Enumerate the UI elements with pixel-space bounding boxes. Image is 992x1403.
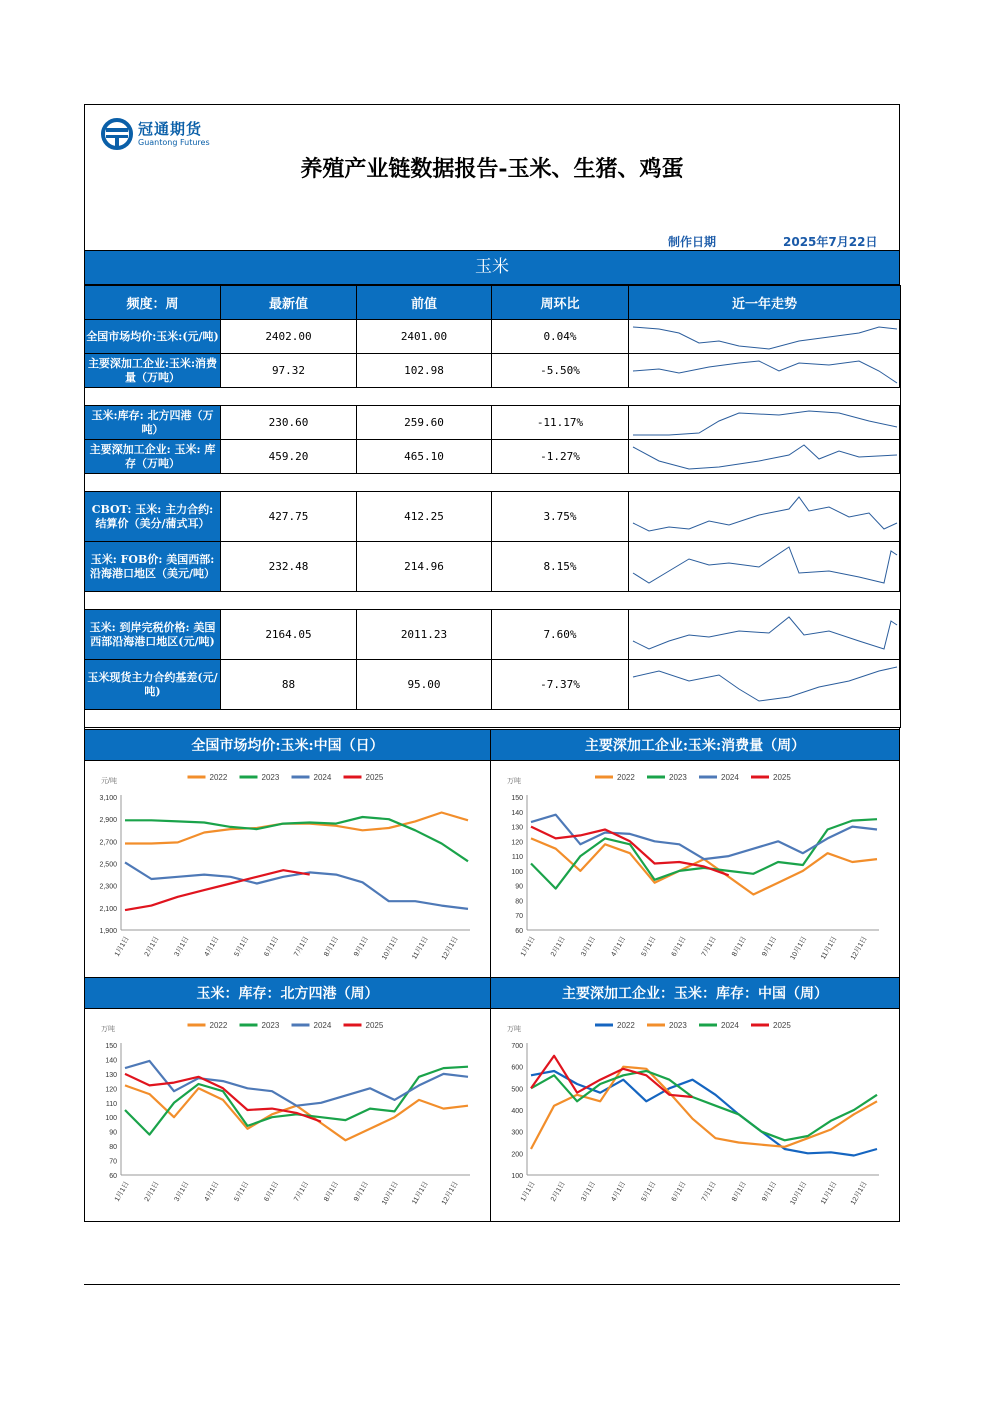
series-line-2022 (531, 1071, 877, 1156)
header-wow: 周环比 (492, 286, 629, 320)
line-chart (85, 1009, 490, 1221)
row-wow: 7.60% (492, 610, 629, 660)
legend-label: 2025 (365, 773, 384, 782)
x-tick-label: 9月1日 (761, 1180, 779, 1203)
logo-chinese-name: 冠通期货 (138, 120, 203, 138)
x-tick-label: 12月1日 (849, 935, 869, 962)
row-name: 全国市场均价:玉米:(元/吨) (85, 320, 221, 354)
x-tick-label: 6月1日 (670, 935, 688, 958)
y-tick-label: 60 (109, 1173, 117, 1180)
row-sparkline (629, 610, 901, 660)
row-name: 主要深加工企业: 玉米: 库存（万吨） (85, 440, 221, 474)
x-tick-label: 7月1日 (700, 935, 718, 958)
indicator-table (84, 285, 901, 728)
row-wow: 0.04% (492, 320, 629, 354)
sparkline (629, 441, 899, 473)
table-row (85, 610, 901, 660)
sparkline (629, 407, 899, 439)
series-line-2023 (125, 817, 468, 861)
row-prev: 465.10 (357, 440, 492, 474)
row-latest: 2402.00 (221, 320, 357, 354)
row-sparkline (629, 406, 901, 440)
chart-divider (490, 729, 491, 1222)
y-tick-label: 140 (105, 1057, 117, 1065)
y-tick-label: 110 (105, 1100, 117, 1108)
x-tick-label: 7月1日 (293, 1180, 311, 1203)
legend-label: 2022 (209, 773, 228, 782)
legend-label: 2025 (773, 773, 791, 782)
x-tick-label: 10月1日 (381, 935, 400, 962)
x-tick-label: 12月1日 (440, 1180, 460, 1207)
y-tick-label: 100 (511, 868, 523, 876)
x-tick-label: 12月1日 (849, 1180, 869, 1207)
row-prev: 412.25 (357, 492, 492, 542)
legend-label: 2023 (261, 773, 280, 782)
legend-label: 2024 (313, 773, 332, 782)
y-tick-label: 400 (511, 1108, 523, 1115)
x-tick-label: 6月1日 (670, 1180, 688, 1203)
row-wow: -5.50% (492, 354, 629, 388)
legend-item (344, 773, 384, 782)
legend-item (292, 1021, 332, 1030)
legend-item (595, 1021, 635, 1030)
table-row (85, 492, 901, 542)
row-name: 玉米: 到岸完税价格: 美国西部沿海港口地区(元/吨) (85, 610, 221, 660)
row-prev: 2401.00 (357, 320, 492, 354)
y-tick-label: 80 (515, 898, 523, 906)
row-name: 主要深加工企业:玉米:消费量（万吨） (85, 354, 221, 388)
legend-item (595, 773, 635, 782)
row-name: 玉米现货主力合约基差(元/吨) (85, 660, 221, 710)
legend-item (751, 1021, 791, 1030)
x-tick-label: 4月1日 (610, 935, 628, 958)
y-tick-label: 2,300 (99, 883, 117, 891)
y-tick-label: 70 (515, 913, 523, 921)
x-tick-label: 8月1日 (731, 1180, 749, 1203)
y-tick-label: 70 (109, 1158, 117, 1166)
x-tick-label: 3月1日 (580, 1180, 598, 1203)
x-tick-label: 3月1日 (580, 935, 598, 958)
row-latest: 97.32 (221, 354, 357, 388)
x-tick-label: 11月1日 (411, 935, 430, 961)
chart-panel (85, 761, 490, 976)
legend-label: 2025 (365, 1021, 384, 1030)
y-tick-label: 1,900 (99, 928, 117, 935)
row-sparkline (629, 354, 901, 388)
x-tick-label: 11月1日 (411, 1180, 430, 1206)
legend-label: 2023 (669, 1021, 687, 1030)
x-tick-label: 2月1日 (549, 935, 567, 958)
header-latest: 最新值 (221, 286, 357, 320)
line-chart (491, 1009, 899, 1221)
chart-title-processing-inventory: 主要深加工企业：玉米：库存：中国（周） (490, 977, 900, 1009)
x-tick-label: 5月1日 (233, 935, 251, 958)
date-value: 2025年7月22日 (783, 235, 878, 249)
sparkline (629, 321, 899, 353)
table-row (85, 542, 901, 592)
table-row (85, 406, 901, 440)
x-tick-label: 5月1日 (640, 1180, 658, 1203)
chart-title-national-price: 全国市场均价:玉米:中国（日） (84, 729, 491, 761)
row-prev: 2011.23 (357, 610, 492, 660)
row-sparkline (629, 320, 901, 354)
series-line-2024 (125, 1061, 468, 1106)
legend-item (647, 773, 687, 782)
sparkline (629, 355, 899, 387)
x-tick-label: 2月1日 (143, 1180, 161, 1203)
x-tick-label: 5月1日 (233, 1180, 251, 1203)
axis-unit: 万吨 (507, 1026, 521, 1033)
series-line-2024 (125, 862, 468, 909)
sparkline (629, 493, 899, 541)
y-tick-label: 300 (511, 1129, 523, 1137)
series-line-2023 (531, 1067, 877, 1149)
x-tick-label: 1月1日 (113, 1180, 131, 1203)
row-sparkline (629, 440, 901, 474)
legend-item (292, 773, 332, 782)
guantong-logo-icon (100, 118, 134, 150)
legend-item (188, 1021, 228, 1030)
row-latest: 232.48 (221, 542, 357, 592)
date-label: 制作日期 (668, 235, 717, 249)
chart-panel (491, 761, 899, 976)
y-tick-label: 2,100 (99, 905, 117, 913)
header-trend: 近一年走势 (629, 286, 901, 320)
x-tick-label: 2月1日 (143, 935, 161, 958)
series-line-2024 (531, 1071, 877, 1140)
x-tick-label: 3月1日 (173, 1180, 191, 1203)
row-latest: 88 (221, 660, 357, 710)
x-tick-label: 2月1日 (549, 1180, 567, 1203)
x-tick-label: 9月1日 (761, 935, 779, 958)
x-tick-label: 10月1日 (381, 1180, 400, 1207)
x-tick-label: 7月1日 (293, 935, 311, 958)
y-tick-label: 100 (105, 1115, 117, 1123)
table-row (85, 440, 901, 474)
line-chart (85, 761, 490, 976)
x-tick-label: 8月1日 (731, 935, 749, 958)
x-tick-label: 4月1日 (203, 1180, 221, 1203)
y-tick-label: 140 (511, 809, 523, 817)
x-tick-label: 10月1日 (789, 1180, 809, 1207)
y-tick-label: 500 (511, 1086, 523, 1094)
row-prev: 214.96 (357, 542, 492, 592)
chart-title-processing-consumption: 主要深加工企业:玉米:消费量（周） (490, 729, 900, 761)
legend-label: 2022 (617, 773, 635, 782)
line-chart (491, 761, 899, 976)
x-tick-label: 6月1日 (263, 1180, 281, 1203)
x-tick-label: 6月1日 (263, 935, 281, 958)
row-prev: 259.60 (357, 406, 492, 440)
series-line-2024 (531, 815, 877, 859)
row-latest: 427.75 (221, 492, 357, 542)
sparkline (629, 543, 899, 591)
table-row (85, 354, 901, 388)
legend-label: 2023 (261, 1021, 280, 1030)
y-tick-label: 120 (105, 1086, 117, 1094)
sparkline (629, 661, 899, 709)
axis-unit: 万吨 (101, 1026, 115, 1033)
chart-panel (491, 1009, 899, 1221)
chart-panel (85, 1009, 490, 1221)
header-previous: 前值 (357, 286, 492, 320)
legend-label: 2025 (773, 1021, 791, 1030)
y-tick-label: 120 (511, 839, 523, 847)
logo-english-name: Guantong Futures (138, 138, 210, 147)
y-tick-label: 100 (511, 1173, 523, 1180)
y-tick-label: 2,900 (99, 817, 117, 825)
y-tick-label: 3,100 (99, 795, 117, 802)
y-tick-label: 90 (109, 1129, 117, 1137)
x-tick-label: 11月1日 (819, 935, 839, 961)
x-tick-label: 12月1日 (440, 935, 460, 962)
report-title: 养殖产业链数据报告-玉米、生猪、鸡蛋 (300, 156, 684, 182)
x-tick-label: 4月1日 (203, 935, 221, 958)
company-logo (100, 118, 240, 152)
x-tick-label: 5月1日 (640, 935, 658, 958)
y-tick-label: 200 (511, 1151, 523, 1159)
row-sparkline (629, 492, 901, 542)
legend-label: 2024 (721, 773, 739, 782)
x-tick-label: 1月1日 (113, 935, 131, 958)
legend-label: 2022 (617, 1021, 635, 1030)
row-wow: -1.27% (492, 440, 629, 474)
x-tick-label: 7月1日 (700, 1180, 718, 1203)
section-title-corn: 玉米 (84, 250, 900, 285)
row-wow: 8.15% (492, 542, 629, 592)
x-tick-label: 8月1日 (323, 935, 341, 958)
legend-label: 2024 (721, 1021, 739, 1030)
legend-item (699, 1021, 739, 1030)
row-latest: 459.20 (221, 440, 357, 474)
x-tick-label: 9月1日 (353, 935, 371, 958)
chart-title-north-port-inventory: 玉米：库存：北方四港（周） (84, 977, 491, 1009)
header-frequency: 频度：周 (85, 286, 221, 320)
legend-item (647, 1021, 687, 1030)
row-name: CBOT: 玉米: 主力合约: 结算价（美分/蒲式耳） (85, 492, 221, 542)
row-prev: 102.98 (357, 354, 492, 388)
y-tick-label: 130 (511, 824, 523, 832)
row-wow: -11.17% (492, 406, 629, 440)
row-name: 玉米:库存: 北方四港（万吨） (85, 406, 221, 440)
x-tick-label: 1月1日 (519, 935, 537, 958)
table-row (85, 660, 901, 710)
legend-item (240, 773, 280, 782)
table-row (85, 320, 901, 354)
legend-label: 2023 (669, 773, 687, 782)
y-tick-label: 2,500 (99, 861, 117, 869)
row-latest: 230.60 (221, 406, 357, 440)
legend-item (188, 773, 228, 782)
series-line-2022 (125, 813, 468, 844)
y-tick-label: 130 (105, 1071, 117, 1079)
y-tick-label: 110 (511, 854, 523, 862)
legend-label: 2022 (209, 1021, 228, 1030)
y-tick-label: 60 (515, 928, 523, 935)
row-sparkline (629, 542, 901, 592)
x-tick-label: 10月1日 (789, 935, 809, 962)
y-tick-label: 700 (511, 1043, 523, 1050)
x-tick-label: 8月1日 (323, 1180, 341, 1203)
legend-item (240, 1021, 280, 1030)
row-latest: 2164.05 (221, 610, 357, 660)
y-tick-label: 150 (105, 1043, 117, 1050)
y-tick-label: 2,700 (99, 839, 117, 847)
row-prev: 95.00 (357, 660, 492, 710)
x-tick-label: 3月1日 (173, 935, 191, 958)
legend-item (699, 773, 739, 782)
row-name: 玉米: FOB价: 美国西部: 沿海港口地区（美元/吨） (85, 542, 221, 592)
axis-unit: 元/吨 (101, 778, 117, 785)
y-tick-label: 150 (511, 795, 523, 802)
y-tick-label: 80 (109, 1144, 117, 1152)
y-tick-label: 600 (511, 1064, 523, 1072)
x-tick-label: 4月1日 (610, 1180, 628, 1203)
footer-divider (84, 1284, 900, 1285)
legend-item (751, 773, 791, 782)
legend-item (344, 1021, 384, 1030)
legend-label: 2024 (313, 1021, 332, 1030)
sparkline (629, 611, 899, 659)
axis-unit: 万吨 (507, 778, 521, 785)
x-tick-label: 1月1日 (519, 1180, 537, 1203)
row-sparkline (629, 660, 901, 710)
row-wow: -7.37% (492, 660, 629, 710)
y-tick-label: 90 (515, 883, 523, 891)
x-tick-label: 11月1日 (819, 1180, 839, 1206)
x-tick-label: 9月1日 (353, 1180, 371, 1203)
row-wow: 3.75% (492, 492, 629, 542)
